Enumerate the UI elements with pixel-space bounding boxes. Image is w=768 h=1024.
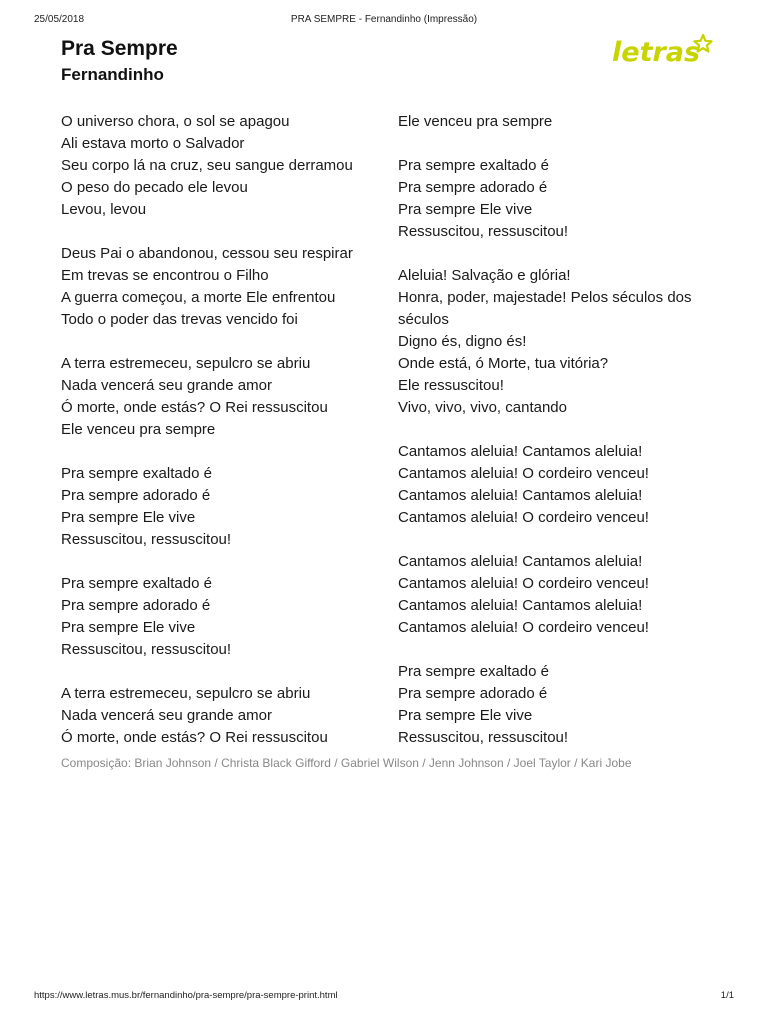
lyrics-line: Ele venceu pra sempre — [398, 113, 553, 130]
lyrics-column-left — [61, 111, 381, 749]
lyrics-line: Ó morte, onde estás? O Rei ressuscitou — [61, 399, 328, 416]
lyrics-line: Ele venceu pra sempre — [61, 421, 216, 438]
lyrics-line: Cantamos aleluia! O cordeiro venceu! — [398, 509, 649, 526]
lyrics-line: Todo o poder das trevas vencido foi — [61, 311, 298, 328]
lyrics-line: Pra sempre Ele vive — [398, 707, 533, 724]
logo-wordmark: letras — [612, 37, 701, 68]
lyrics-stanza — [61, 111, 381, 221]
lyrics-line: Honra, poder, majestade! Pelos séculos dos séculos — [398, 289, 692, 328]
lyrics-line: Vivo, vivo, vivo, cantando — [398, 399, 567, 416]
lyrics-line: Pra sempre Ele vive — [398, 201, 533, 218]
lyrics-line: Deus Pai o abandonou, cessou seu respirar — [61, 245, 353, 262]
lyrics-stanza — [61, 573, 381, 661]
lyrics-line: A terra estremeceu, sepulcro se abriu — [61, 355, 311, 372]
lyrics-stanza — [398, 265, 718, 419]
lyrics-line: Cantamos aleluia! Cantamos aleluia! — [398, 443, 643, 460]
lyrics-line: Pra sempre adorado é — [61, 597, 211, 614]
lyrics-line: A terra estremeceu, sepulcro se abriu — [61, 685, 311, 702]
lyrics-stanza — [61, 353, 381, 441]
lyrics-line: A guerra começou, a morte Ele enfrentou — [61, 289, 336, 306]
letras-logo — [610, 30, 714, 74]
lyrics-line: Cantamos aleluia! O cordeiro venceu! — [398, 575, 649, 592]
lyrics-line: Ressuscitou, ressuscitou! — [398, 729, 569, 746]
lyrics-line: Ele ressuscitou! — [398, 377, 504, 394]
lyrics-line: Levou, levou — [61, 201, 147, 218]
lyrics-stanza — [398, 661, 718, 749]
lyrics-line: Ressuscitou, ressuscitou! — [61, 641, 232, 658]
lyrics-stanza — [61, 243, 381, 331]
lyrics-line: Pra sempre adorado é — [398, 685, 548, 702]
print-footer — [34, 990, 734, 1004]
lyrics-line: Nada vencerá seu grande amor — [61, 377, 272, 394]
lyrics-line: Cantamos aleluia! Cantamos aleluia! — [398, 597, 643, 614]
lyrics-stanza — [398, 551, 718, 639]
lyrics-line: Ressuscitou, ressuscitou! — [61, 531, 232, 548]
lyrics-line: Pra sempre Ele vive — [61, 509, 196, 526]
lyrics-line: Ali estava morto o Salvador — [61, 135, 245, 152]
lyrics-line: O peso do pecado ele levou — [61, 179, 248, 196]
lyrics-stanza — [398, 111, 718, 133]
lyrics-line: Pra sempre exaltado é — [398, 157, 549, 174]
page-number: 1/1 — [720, 990, 734, 1001]
print-date: 25/05/2018 — [34, 14, 85, 25]
lyrics-line: Digno és, digno és! — [398, 333, 527, 350]
lyrics-stanza — [61, 683, 381, 749]
lyrics-line: Cantamos aleluia! O cordeiro venceu! — [398, 465, 649, 482]
artist-name: Fernandinho — [61, 65, 164, 84]
lyrics-line: Pra sempre adorado é — [61, 487, 211, 504]
lyrics-line: Pra sempre Ele vive — [61, 619, 196, 636]
lyrics-line: Nada vencerá seu grande amor — [61, 707, 272, 724]
lyrics-line: Pra sempre adorado é — [398, 179, 548, 196]
lyrics-line: Onde está, ó Morte, tua vitória? — [398, 355, 609, 372]
lyrics-line: Ressuscitou, ressuscitou! — [398, 223, 569, 240]
lyrics-line: Pra sempre exaltado é — [61, 575, 212, 592]
lyrics-stanza — [398, 441, 718, 529]
print-header — [34, 14, 734, 30]
lyrics-line: Cantamos aleluia! O cordeiro venceu! — [398, 619, 649, 636]
lyrics-line: Seu corpo lá na cruz, seu sangue derramou — [61, 157, 353, 174]
lyrics-line: Cantamos aleluia! Cantamos aleluia! — [398, 487, 643, 504]
print-document-title: PRA SEMPRE - Fernandinho (Impressão) — [290, 14, 478, 25]
lyrics-line: Cantamos aleluia! Cantamos aleluia! — [398, 553, 643, 570]
lyrics-line: Aleluia! Salvação e glória! — [398, 267, 571, 284]
lyrics-line: Pra sempre exaltado é — [61, 465, 212, 482]
lyrics-column-right — [398, 111, 718, 749]
print-url: https://www.letras.mus.br/fernandinho/pra-sempre/pra-sempre-print.html — [34, 990, 338, 1001]
lyrics-line: Ó morte, onde estás? O Rei ressuscitou — [61, 729, 328, 746]
lyrics-line: Pra sempre exaltado é — [398, 663, 549, 680]
lyrics-stanza — [398, 155, 718, 243]
lyrics-line: O universo chora, o sol se apagou — [61, 113, 290, 130]
song-title: Pra Sempre — [61, 37, 178, 60]
lyrics-stanza — [61, 463, 381, 551]
lyrics-line: Em trevas se encontrou o Filho — [61, 267, 269, 284]
composers-credit: Composição: Brian Johnson / Christa Black Gifford / Gabriel Wilson / Jenn Johnson / Joel Taylor / Kari Jobe — [61, 756, 632, 770]
